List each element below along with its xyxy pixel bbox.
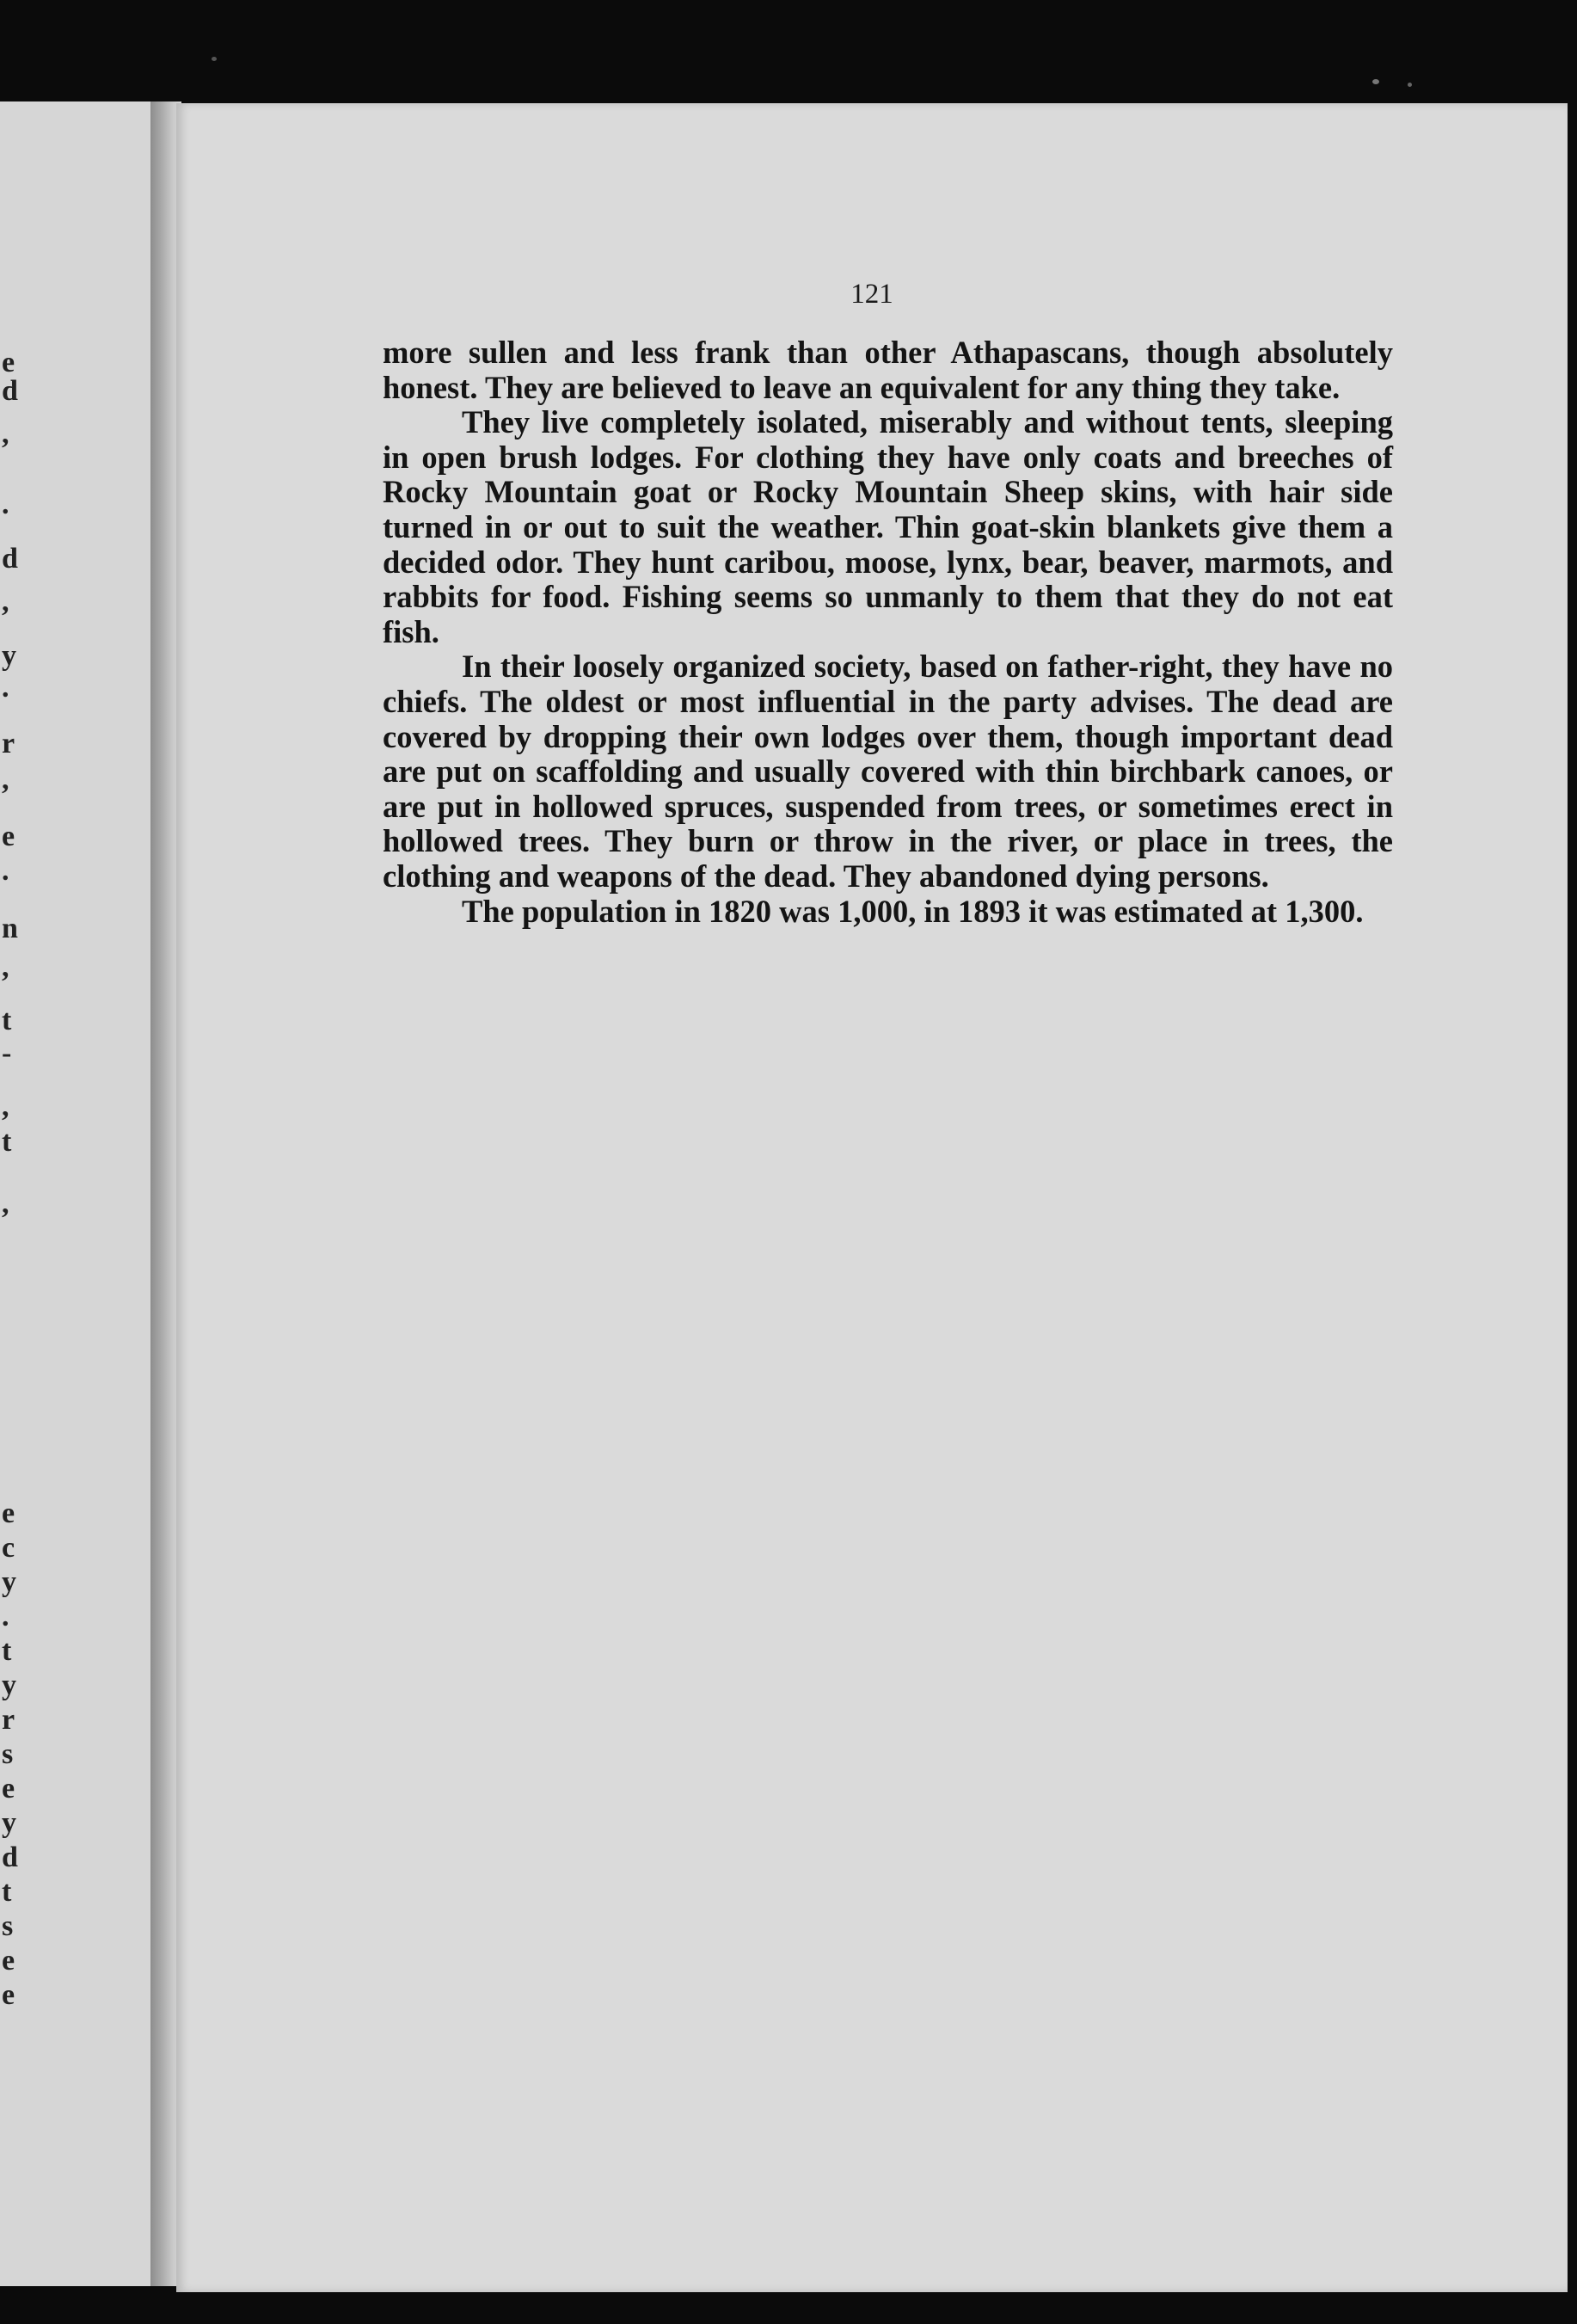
- paragraph: The population in 1820 was 1,000, in 1893 it was estimated at 1,300.: [462, 893, 1364, 929]
- line-ending-mark: ,: [2, 586, 9, 618]
- paragraph: more sullen and less frank than other Athapascans, though absolutely honest. They are believed to leave an equivalent for any thing they take.: [383, 335, 1393, 405]
- line-ending-mark: y: [2, 1807, 16, 1839]
- line-ending-mark: t: [2, 1126, 12, 1158]
- line-ending-mark: ,: [2, 1188, 9, 1220]
- line-ending-mark: c: [2, 1532, 15, 1564]
- paragraph: In their loosely organized society, based on father-right, they have no chiefs. The oldest or most influential in the party advises. The dead are covered by dropping their own lodges over them, though important dead are put on scaffolding and usually covered with thin birchbark canoes, or are put in hollowed spruces, suspended from trees, or sometimes erect in hollowed trees. They burn or throw in the river, or place in trees, the clothing and weapons of the dead. They abandoned dying persons.: [383, 649, 1393, 894]
- facing-page-edge: [0, 101, 172, 2286]
- page-body-text: [383, 335, 1393, 929]
- line-ending-mark: .: [2, 672, 9, 704]
- line-ending-mark: y: [2, 1566, 16, 1598]
- line-ending-mark: d: [2, 1841, 18, 1873]
- line-ending-mark: .: [2, 489, 9, 520]
- page-number: 121: [850, 279, 893, 310]
- line-ending-mark: y: [2, 640, 16, 672]
- line-ending-mark: -: [2, 1037, 12, 1069]
- line-ending-mark: ,: [2, 418, 9, 450]
- line-ending-mark: t: [2, 1635, 12, 1667]
- line-ending-mark: n: [2, 913, 18, 944]
- line-ending-mark: e: [2, 821, 15, 852]
- scan-speck: [1408, 83, 1412, 87]
- line-ending-mark: d: [2, 375, 18, 407]
- line-ending-mark: .: [2, 855, 9, 887]
- line-ending-mark: t: [2, 1005, 12, 1036]
- scan-speck: [1372, 79, 1379, 84]
- book-page: [176, 103, 1568, 2292]
- paragraph: They live completely isolated, miserably and without tents, sleeping in open brush lodges. For clothing they have only coats and breeches of Rocky Mountain goat or Rocky Mountain Sheep skins, with hair side turned in or out to suit the weather. Thin goat-skin blankets give them a decided odor. They hunt caribou, moose, lynx, bear, beaver, marmots, and rabbits for food. Fishing seems so unmanly to them that they do not eat fish.: [383, 404, 1393, 649]
- line-ending-mark: e: [2, 1497, 15, 1529]
- line-ending-mark: s: [2, 1910, 14, 1942]
- line-ending-mark: e: [2, 1945, 15, 1977]
- line-ending-mark: .: [2, 1601, 9, 1632]
- line-ending-mark: ,: [2, 951, 9, 983]
- line-ending-mark: s: [2, 1738, 14, 1770]
- line-ending-mark: y: [2, 1669, 16, 1701]
- line-ending-mark: e: [2, 1773, 15, 1804]
- line-ending-mark: d: [2, 543, 18, 575]
- line-ending-mark: e: [2, 347, 15, 378]
- line-ending-mark: e: [2, 1979, 15, 2011]
- scan-speck: [212, 57, 217, 61]
- line-ending-mark: ,: [2, 764, 9, 796]
- line-ending-mark: t: [2, 1876, 12, 1908]
- facing-page-line-endings: [0, 101, 19, 2286]
- line-ending-mark: r: [2, 1704, 15, 1736]
- line-ending-mark: r: [2, 728, 15, 759]
- line-ending-mark: ,: [2, 1091, 9, 1122]
